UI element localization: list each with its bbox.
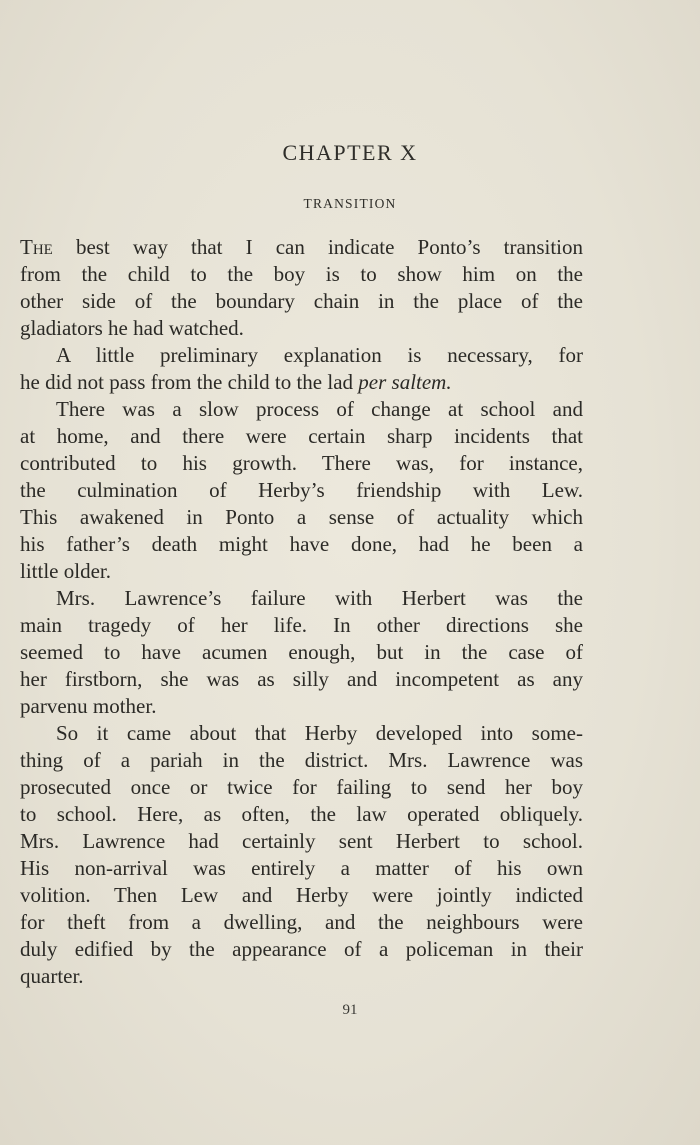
text-line: A little preliminary explanation is necessary, for xyxy=(56,343,583,367)
italic-phrase: per saltem. xyxy=(358,370,452,394)
text-line: at home, and there were certain sharp incidents that xyxy=(20,424,583,448)
body-text xyxy=(20,234,583,990)
text-line: for theft from a dwelling, and the neighbours were xyxy=(20,910,583,934)
drop-word: The xyxy=(20,235,53,259)
text-line: There was a slow process of change at school and xyxy=(56,397,583,421)
text-line: quarter. xyxy=(20,964,84,988)
text-line: from the child to the boy is to show him on the xyxy=(20,262,583,286)
text-line: Mrs. Lawrence had certainly sent Herbert to school. xyxy=(20,829,583,853)
chapter-subheading: TRANSITION xyxy=(303,196,397,211)
text-line: gladiators he had watched. xyxy=(20,316,244,340)
text-line: contributed to his growth. There was, for instance, xyxy=(20,451,583,475)
text-line: Mrs. Lawrence’s failure with Herbert was the xyxy=(56,586,583,610)
text-line: other side of the boundary chain in the place of the xyxy=(20,289,583,313)
text-line: seemed to have acumen enough, but in the case of xyxy=(20,640,583,664)
text-line xyxy=(20,234,583,261)
text-line: parvenu mother. xyxy=(20,694,157,718)
text-line: prosecuted once or twice for failing to send her boy xyxy=(20,775,583,799)
chapter-heading: CHAPTER X xyxy=(282,140,418,165)
text-line: This awakened in Ponto a sense of actuality which xyxy=(20,505,583,529)
text-span: he did not pass from the child to the lad xyxy=(20,370,359,394)
text-line: his father’s death might have done, had he been a xyxy=(20,532,583,556)
text-line: little older. xyxy=(20,559,111,583)
text-line xyxy=(20,369,583,396)
text-line: His non-arrival was entirely a matter of his own xyxy=(20,856,583,880)
text-line: the culmination of Herby’s friendship with Lew. xyxy=(20,478,583,502)
text-line: thing of a pariah in the district. Mrs. Lawrence was xyxy=(20,748,583,772)
text-line: main tragedy of her life. In other directions she xyxy=(20,613,583,637)
page-number: 91 xyxy=(342,1002,358,1018)
text-line: her firstborn, she was as silly and incompetent as any xyxy=(20,667,583,691)
text-line: volition. Then Lew and Herby were jointly indicted xyxy=(20,883,583,907)
text-line: to school. Here, as often, the law operated obliquely. xyxy=(20,802,583,826)
text-line: So it came about that Herby developed into some- xyxy=(56,721,583,745)
text-span: best way that I can indicate Ponto’s transition xyxy=(52,235,583,259)
text-line: duly edified by the appearance of a policeman in their xyxy=(20,937,583,961)
